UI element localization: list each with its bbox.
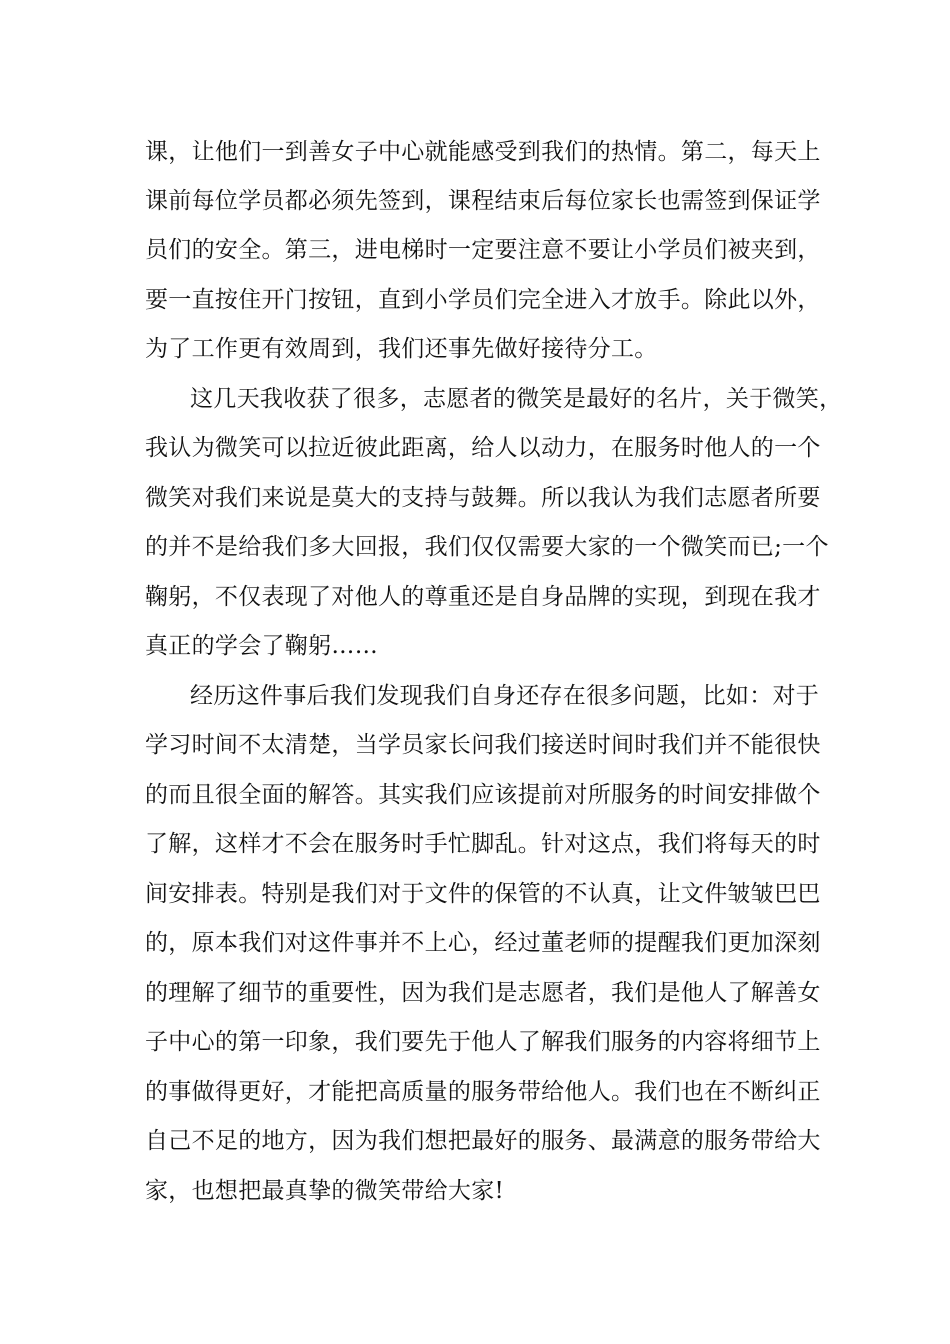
text-line: 的事做得更好，才能把高质量的服务带给他人。我们也在不断纠正 (145, 1079, 821, 1105)
text-line: 课，让他们一到善女子中心就能感受到我们的热情。第二，每天上 (145, 139, 821, 165)
text-line: 要一直按住开门按钮，直到小学员们完全进入才放手。除此以外， (145, 287, 821, 313)
text-line: 间安排表。特别是我们对于文件的保管的不认真，让文件皱皱巴巴 (145, 881, 821, 907)
text-line: 自己不足的地方，因为我们想把最好的服务、最满意的服务带给大 (145, 1128, 821, 1154)
text-line: 员们的安全。第三，进电梯时一定要注意不要让小学员们被夹到， (145, 237, 821, 263)
paragraph-first-line: 这几天我收获了很多，志愿者的微笑是最好的名片，关于微笑， (190, 386, 843, 412)
text-line: 鞠躬，不仅表现了对他人的尊重还是自身品牌的实现，到现在我才 (145, 584, 821, 610)
text-line: 家，也想把最真挚的微笑带给大家! (145, 1178, 505, 1204)
text-line: 了解，这样才不会在服务时手忙脚乱。针对这点，我们将每天的时 (145, 831, 821, 857)
text-line: 的，原本我们对这件事并不上心，经过董老师的提醒我们更加深刻 (145, 930, 821, 956)
text-line: 的而且很全面的解答。其实我们应该提前对所服务的时间安排做个 (145, 782, 821, 808)
text-line: 的理解了细节的重要性，因为我们是志愿者，我们是他人了解善女 (145, 980, 821, 1006)
paragraph-first-line: 经历这件事后我们发现我们自身还存在很多问题，比如：对于 (190, 683, 820, 709)
text-line: 真正的学会了鞠躬…… (145, 633, 378, 659)
text-line: 子中心的第一印象，我们要先于他人了解我们服务的内容将细节上 (145, 1029, 821, 1055)
text-line: 课前每位学员都必须先签到，课程结束后每位家长也需签到保证学 (145, 188, 821, 214)
text-line: 我认为微笑可以拉近彼此距离，给人以动力，在服务时他人的一个 (145, 435, 821, 461)
text-line: 的并不是给我们多大回报，我们仅仅需要大家的一个微笑而已;一个 (145, 534, 829, 560)
text-line: 学习时间不太清楚，当学员家长问我们接送时间时我们并不能很快 (145, 732, 821, 758)
text-line: 微笑对我们来说是莫大的支持与鼓舞。所以我认为我们志愿者所要 (145, 485, 821, 511)
text-line: 为了工作更有效周到，我们还事先做好接待分工。 (145, 336, 658, 362)
